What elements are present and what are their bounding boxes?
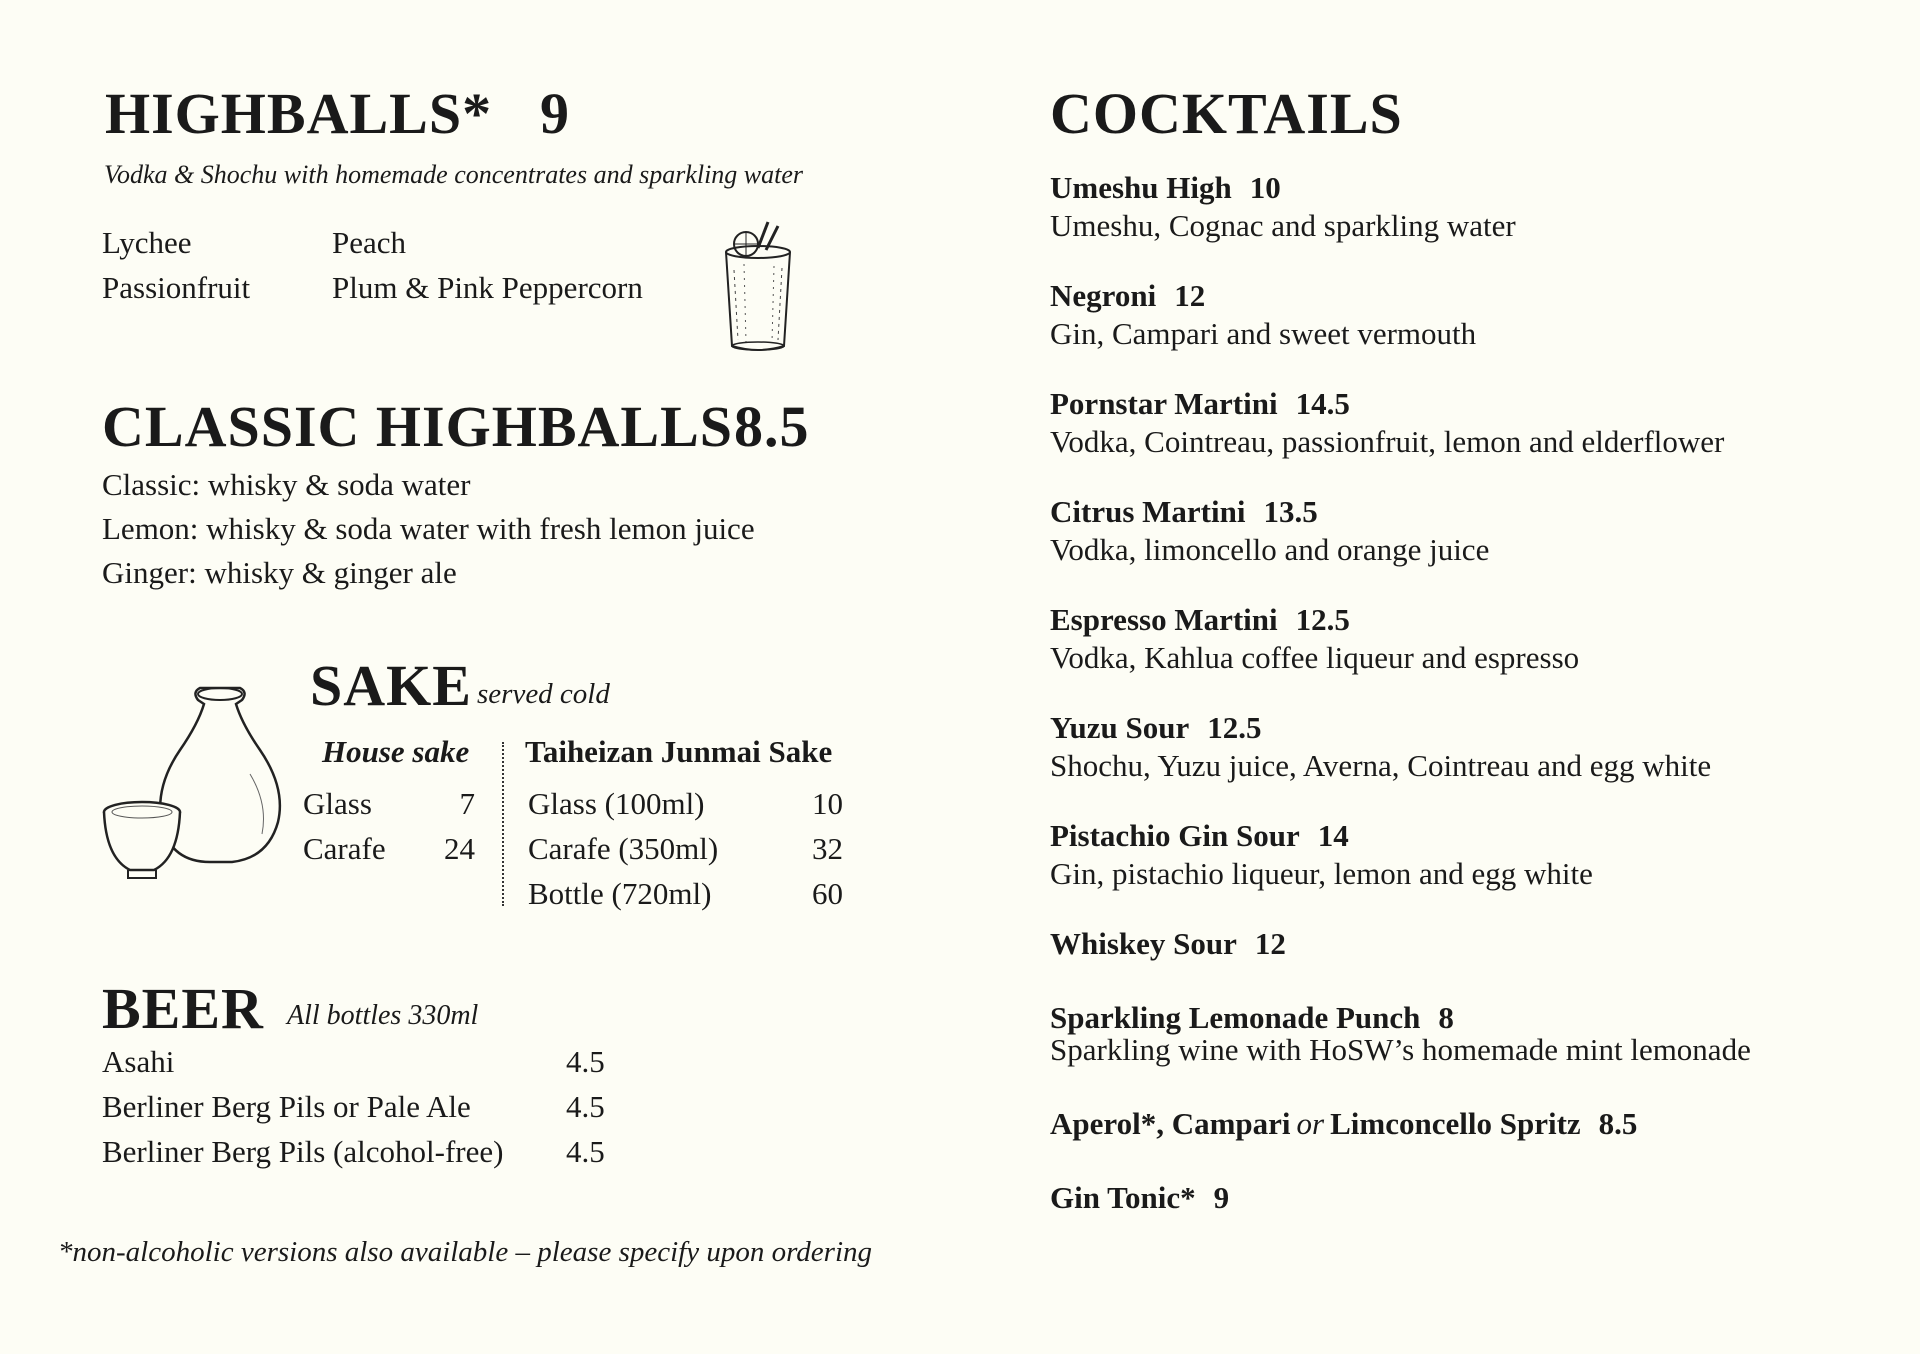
cocktail-item — [1050, 494, 1489, 568]
cocktail-price: 14.5 — [1295, 386, 1350, 421]
sake-divider — [502, 742, 504, 906]
sake-price: 10 — [812, 786, 843, 821]
flavor-item: Plum & Pink Peppercorn — [332, 270, 643, 306]
cocktail-item — [1050, 926, 1286, 962]
highballs-description: Vodka & Shochu with homemade concentrates and sparkling water — [104, 160, 804, 189]
cocktail-price: 8 — [1438, 1000, 1454, 1035]
cocktail-item — [1050, 278, 1476, 352]
sake-size: Carafe — [303, 831, 386, 867]
cocktail-item — [1050, 1000, 1751, 1068]
cocktail-description: Sparkling wine with HoSW’s homemade mint lemonade — [1050, 1032, 1751, 1067]
cocktail-description: Vodka, limoncello and orange juice — [1050, 532, 1490, 567]
beer-price: 4.5 — [566, 1089, 605, 1125]
sake-size: Carafe (350ml) — [528, 831, 719, 867]
flavor-item: Lychee — [102, 225, 192, 260]
cocktail-name: Pistachio Gin Sour — [1050, 818, 1300, 853]
list-item — [102, 1133, 612, 1170]
taiheizan-table — [528, 785, 843, 921]
cocktail-price: 10 — [1249, 170, 1281, 205]
cocktail-item — [1050, 1106, 1637, 1142]
cocktail-item — [1050, 170, 1516, 244]
beer-note: All bottles 330ml — [287, 1000, 479, 1031]
cocktail-description: Gin, Campari and sweet vermouth — [1050, 316, 1477, 351]
beer-price: 4.5 — [566, 1044, 605, 1079]
cocktail-item — [1050, 1180, 1229, 1216]
sake-price: 7 — [459, 786, 475, 821]
list-item — [102, 1088, 612, 1125]
cocktail-item — [1050, 710, 1711, 784]
classic-item: Lemon: whisky & soda water with fresh lemon juice — [102, 511, 755, 547]
cocktail-name: Yuzu Sour — [1050, 710, 1190, 745]
table-row — [303, 830, 475, 867]
cocktail-price: 12 — [1254, 926, 1286, 961]
cocktail-name: Pornstar Martini — [1050, 386, 1278, 421]
cocktail-item — [1050, 602, 1579, 676]
cocktail-description: Vodka, Cointreau, passionfruit, lemon and elderflower — [1050, 424, 1725, 459]
highballs-title: HIGHBALLS* — [105, 81, 493, 146]
cocktail-price: 14 — [1317, 818, 1349, 853]
beer-price: 4.5 — [566, 1134, 605, 1170]
sake-cup-icon — [100, 798, 184, 884]
cocktails-title: COCKTAILS — [1050, 81, 1403, 146]
highballs-price: 9 — [540, 81, 570, 146]
classic-highballs-price: 8.5 — [734, 394, 810, 459]
flavor-item: Passionfruit — [102, 270, 251, 306]
classic-highballs-list — [102, 466, 755, 599]
sake-price: 24 — [444, 831, 475, 867]
table-row — [303, 785, 475, 822]
table-row — [528, 785, 843, 822]
table-row — [528, 875, 843, 912]
beer-name: Berliner Berg Pils (alcohol-free) — [102, 1134, 504, 1170]
cocktail-price: 13.5 — [1263, 494, 1318, 529]
beer-title: BEER — [102, 976, 264, 1041]
flavor-item: Peach — [332, 225, 407, 260]
cocktail-item — [1050, 386, 1724, 460]
cocktail-price: 12.5 — [1207, 710, 1262, 745]
cocktail-description: Shochu, Yuzu juice, Averna, Cointreau and egg white — [1050, 748, 1712, 783]
sake-size: Glass — [303, 786, 372, 821]
cocktail-name: Espresso Martini — [1050, 602, 1278, 637]
beer-name: Berliner Berg Pils or Pale Ale — [102, 1089, 471, 1125]
house-sake-table — [303, 785, 475, 875]
cocktail-name: Whiskey Sour — [1050, 926, 1237, 961]
sake-size: Bottle (720ml) — [528, 876, 712, 912]
cocktail-price: 12.5 — [1295, 602, 1350, 637]
cocktail-description: Umeshu, Cognac and sparkling water — [1050, 208, 1516, 243]
classic-item: Ginger: whisky & ginger ale — [102, 555, 457, 591]
table-row — [528, 830, 843, 867]
sake-price: 60 — [812, 876, 843, 912]
cocktail-description: Gin, pistachio liqueur, lemon and egg white — [1050, 856, 1593, 891]
cocktail-name: Citrus Martini — [1050, 494, 1246, 529]
spritz-name-part1: Aperol*, Campari — [1050, 1106, 1291, 1141]
highball-glass-icon — [720, 220, 800, 356]
cocktail-price: 12 — [1174, 278, 1206, 313]
list-item — [102, 1043, 612, 1080]
sake-note: served cold — [477, 678, 610, 710]
footnote: *non-alcoholic versions also available – please specify upon ordering — [58, 1236, 873, 1268]
cocktail-name: Sparkling Lemonade Punch — [1050, 1000, 1421, 1035]
cocktail-item — [1050, 818, 1593, 892]
beer-name: Asahi — [102, 1044, 175, 1079]
classic-item: Classic: whisky & soda water — [102, 467, 471, 502]
sake-title: SAKE — [310, 653, 472, 718]
classic-highballs-title: CLASSIC HIGHBALLS — [102, 394, 734, 459]
cocktail-description: Vodka, Kahlua coffee liqueur and espresso — [1050, 640, 1580, 675]
spritz-name-part2: Limconcello Spritz — [1330, 1106, 1581, 1141]
sake-size: Glass (100ml) — [528, 786, 705, 821]
spritz-or: or — [1296, 1106, 1325, 1141]
sake-price: 32 — [812, 831, 843, 867]
highballs-flavors — [102, 224, 692, 306]
cocktail-name: Gin Tonic* — [1050, 1180, 1196, 1215]
house-sake-heading: House sake — [322, 734, 470, 769]
cocktail-name: Negroni — [1050, 278, 1157, 313]
cocktail-price: 8.5 — [1598, 1106, 1638, 1141]
cocktail-name: Umeshu High — [1050, 170, 1232, 205]
beer-list — [102, 1043, 612, 1179]
taiheizan-heading: Taiheizan Junmai Sake — [525, 734, 833, 769]
cocktail-price: 9 — [1213, 1180, 1230, 1215]
